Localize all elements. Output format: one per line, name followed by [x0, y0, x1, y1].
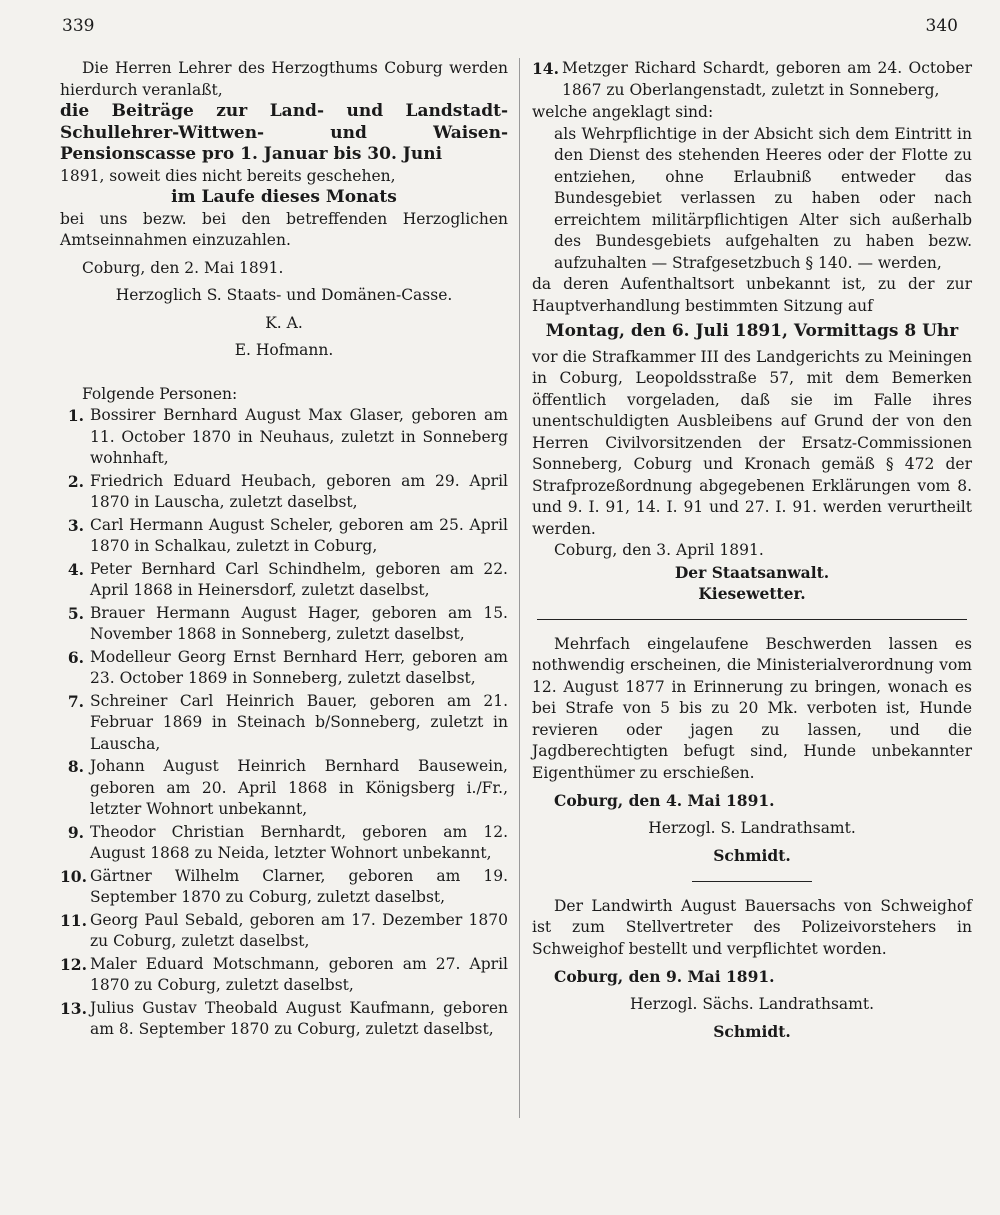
list-item [60, 822, 508, 865]
list-item-text: Julius Gustav Theobald August Kaufmann, geboren am 8. September 1870 zu Coburg, zuletzt daselbst, [90, 998, 508, 1038]
list-item [60, 405, 508, 470]
list-item-text: Schreiner Carl Heinrich Bauer, geboren am 21. Februar 1869 in Steinach b/Sonneberg, zuletzt in Lauscha, [90, 691, 508, 753]
left-column [60, 58, 508, 1042]
list-item-text: Metzger Richard Schardt, geboren am 24. October 1867 zu Oberlangenstadt, zuletzt in Sonneberg, [562, 59, 972, 99]
dog-notice-text: Mehrfach eingelaufene Beschwerden lassen es nothwendig erscheinen, die Ministerialverordnung vom 12. August 1877 in Erinnerung zu bringen, wonach es bei Strafe von 5 bis zu 20 Mk. verboten ist, Hunde revieren oder jagen zu lassen, und die Jagdberechtigten befugt sind, Hunde unbekannter Eigenthümer zu erschießen. [532, 634, 972, 782]
list-item-text: Maler Eduard Motschmann, geboren am 27. April 1870 zu Coburg, zuletzt daselbst, [90, 954, 508, 994]
list-item-text: Modelleur Georg Ernst Bernhard Herr, geboren am 23. October 1869 in Sonneberg, zuletzt daselbst, [90, 647, 508, 687]
list-item [60, 756, 508, 821]
persons-intro: Folgende Personen: [82, 384, 238, 403]
right-column [532, 58, 972, 1043]
prosecutor-office: Der Staatsanwalt. [674, 562, 830, 582]
list-item [60, 866, 508, 909]
list-item-text: Theodor Christian Bernhardt, geboren am 12. August 1868 zu Neida, letzter Wohnort unbekannt, [90, 822, 508, 862]
list-item [60, 471, 508, 514]
list-item [532, 58, 972, 101]
list-item-number: 1. [67, 406, 84, 425]
notice-deadline: im Laufe dieses Monats [171, 187, 397, 207]
list-item-text: Friedrich Eduard Heubach, geboren am 29. April 1870 in Lauscha, zuletzt daselbst, [90, 471, 508, 511]
list-item-number: 13. [60, 998, 87, 1018]
deputy-notice-signer: Schmidt. [713, 1022, 791, 1041]
list-item-number: 5. [67, 603, 84, 623]
list-item-text: Johann August Heinrich Bernhard Bausewein, geboren am 20. April 1868 in Königsberg i./Fr., letzter Wohnort unbekannt, [90, 757, 508, 818]
list-item [60, 647, 508, 690]
list-item [60, 515, 508, 558]
list-item-text: Bossirer Bernhard August Max Glaser, geboren am 11. October 1870 in Neuhaus, zuletzt in Sonneberg wohnhaft, [90, 406, 508, 467]
list-item-number: 9. [67, 822, 84, 842]
list-item-number: 14. [532, 59, 559, 78]
hearing-date: Montag, den 6. Juli 1891, Vormittags 8 Uhr [545, 321, 959, 341]
list-item-number: 7. [67, 691, 84, 711]
list-item [60, 910, 508, 953]
deputy-notice-office: Herzogl. Sächs. Landrathsamt. [629, 994, 874, 1013]
prosecutor-date: Coburg, den 3. April 1891. [554, 541, 764, 559]
list-item [60, 954, 508, 997]
list-item [60, 691, 508, 756]
list-item [60, 603, 508, 646]
prosecutor-signer: Kiesewetter. [698, 584, 806, 603]
deputy-notice-date: Coburg, den 9. Mai 1891. [554, 967, 775, 986]
accused-intro: welche angeklagt sind: [532, 103, 714, 121]
list-item [60, 998, 508, 1041]
list-item-number: 12. [60, 954, 87, 974]
section-divider [692, 881, 812, 882]
page-number-right: 340 [925, 16, 958, 36]
notice-year-line: 1891, soweit dies nicht bereits geschehen, [60, 166, 396, 185]
charge-text: als Wehrpflichtige in der Absicht sich dem Eintritt in den Dienst des stehenden Heeres oder der Flotte zu entziehen, ohne Erlaubniß entweder das Bundesgebiet verlassen zu haben oder nach erreichtem militärpflichtigen Alter sich außerhalb des Bundesgebiets aufgehalten zu haben bezw. aufzuhalten — Strafgesetzbuch § 140. — werden, [554, 124, 972, 272]
page-number-left: 339 [62, 16, 95, 36]
list-item-number: 6. [67, 647, 84, 667]
list-item-text: Gärtner Wilhelm Clarner, geboren am 19. September 1870 zu Coburg, zuletzt daselbst, [90, 866, 508, 906]
summons-text: vor die Strafkammer III des Landgerichts zu Meiningen in Coburg, Leopoldsstraße 57, mit dem Bemerken öffentlich vorgeladen, daß sie im Falle ihres unentschuldigten Ausbleibens auf Grund der von den Herren Civilvorsitzenden der Ersatz-Commissionen Sonneberg, Coburg und Kronach gemäß § 472 der Strafprozeßordnung abgegebenen Erklärungen vom 8. und 9. I. 91, 14. I. 91 und 27. I. 91. werden verurtheilt werden. [532, 347, 972, 538]
deputy-notice-text: Der Landwirth August Bauersachs von Schweighof ist zum Stellvertreter des Polizeivorstehers in Schweighof bestellt und verpflichtet worden. [532, 896, 972, 958]
persons-list [60, 405, 508, 1041]
list-item-number: 8. [67, 757, 84, 776]
dog-notice-signer: Schmidt. [713, 846, 791, 865]
section-divider [537, 619, 967, 620]
notice-instructions: bei uns bezw. bei den betreffenden Herzoglichen Amtseinnahmen einzuzahlen. [60, 209, 508, 249]
dog-notice-date: Coburg, den 4. Mai 1891. [554, 791, 775, 810]
list-item-text: Carl Hermann August Scheler, geboren am 25. April 1870 in Schalkau, zuletzt in Coburg, [90, 515, 508, 555]
notice-initials: K. A. [265, 313, 303, 332]
list-item-text: Peter Bernhard Carl Schindhelm, geboren am 22. April 1868 in Heinersdorf, zuletzt daselbst, [90, 559, 508, 599]
list-item-number: 4. [67, 559, 84, 579]
notice-fund-name: die Beiträge zur Land- und Landstadt-Schullehrer-Wittwen- und Waisen-Pensionscasse pro 1. Januar bis 30. Juni [60, 101, 508, 164]
list-item-text: Georg Paul Sebald, geboren am 17. Dezember 1870 zu Coburg, zuletzt daselbst, [90, 910, 508, 950]
notice-date: Coburg, den 2. Mai 1891. [82, 258, 284, 277]
notice-signer: E. Hofmann. [234, 341, 334, 359]
column-divider [519, 58, 520, 1118]
list-item-number: 11. [60, 910, 87, 930]
dog-notice-office: Herzogl. S. Landrathsamt. [648, 818, 856, 837]
summons-intro: da deren Aufenthaltsort unbekannt ist, zu der zur Hauptverhandlung bestimmten Sitzung auf [532, 275, 972, 315]
notice-office: Herzoglich S. Staats- und Domänen-Casse. [115, 286, 453, 304]
notice-intro: Die Herren Lehrer des Herzogthums Coburg werden hierdurch veranlaßt, [60, 59, 508, 99]
list-item [60, 559, 508, 602]
list-item-text: Brauer Hermann August Hager, geboren am 15. November 1868 in Sonneberg, zuletzt daselbst, [90, 603, 508, 643]
list-item-number: 3. [67, 515, 84, 535]
list-item-number: 10. [60, 866, 87, 886]
list-item-number: 2. [67, 471, 84, 491]
pension-contribution-notice [60, 58, 508, 362]
